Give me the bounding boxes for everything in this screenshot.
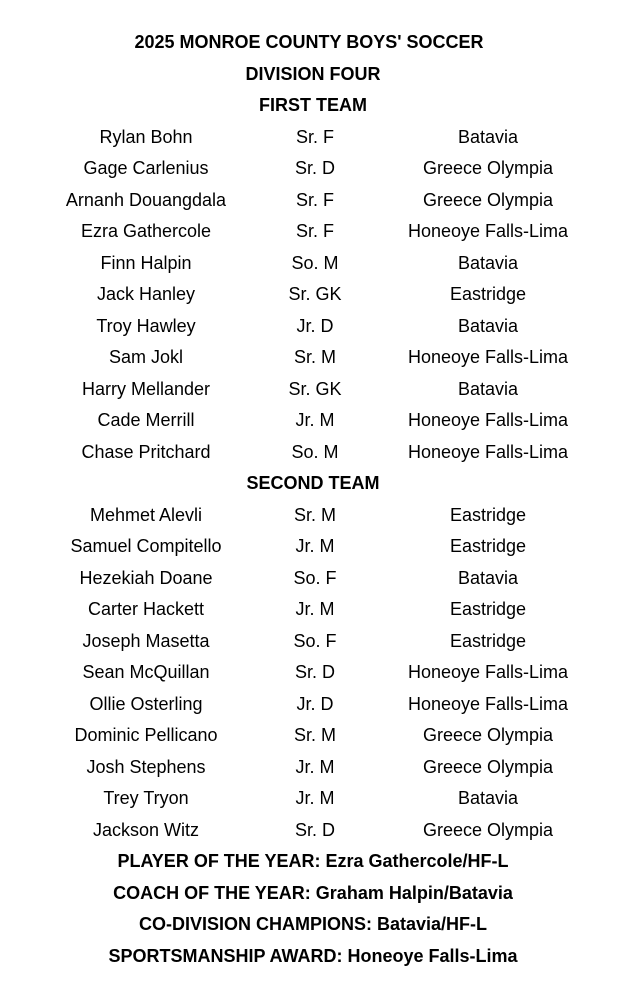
player-team: Honeoye Falls-Lima (407, 410, 569, 430)
player-row (0, 657, 626, 689)
player-name: Samuel Compitello (70, 536, 222, 556)
player-name: Ezra Gathercole (80, 221, 212, 241)
player-row (0, 405, 626, 437)
player-team: Batavia (457, 567, 519, 588)
player-position: Sr. M (293, 504, 336, 525)
player-row (0, 216, 626, 248)
player-position: So. M (291, 441, 339, 462)
player-name: Finn Halpin (100, 252, 192, 273)
player-position: So. M (291, 252, 339, 273)
first-team-list (0, 122, 626, 469)
player-position: So. F (293, 630, 337, 651)
player-name: Ollie Osterling (89, 693, 203, 714)
player-team: Greece Olympia (422, 158, 554, 178)
sportsmanship-award: SPORTSMANSHIP AWARD: Honeoye Falls-Lima (108, 945, 518, 966)
player-position: Sr. D (294, 662, 335, 682)
player-name: Sam Jokl (108, 347, 184, 367)
player-name: Harry Mellander (81, 378, 211, 399)
player-position: Jr. M (295, 599, 335, 619)
player-row (0, 153, 626, 185)
second-team-heading: SECOND TEAM (246, 473, 380, 493)
player-position: Sr. GK (288, 378, 342, 399)
player-name: Troy Hawley (96, 315, 196, 336)
player-row (0, 689, 626, 721)
player-row (0, 374, 626, 406)
player-team: Eastridge (449, 536, 527, 556)
division-champions: CO-DIVISION CHAMPIONS: Batavia/HF-L (138, 914, 488, 934)
player-row (0, 311, 626, 343)
player-position: Jr. D (296, 315, 334, 336)
player-position: Sr. M (293, 725, 336, 745)
player-position: Jr. M (295, 410, 335, 430)
player-team: Honeoye Falls-Lima (407, 221, 569, 241)
coach-of-the-year: COACH OF THE YEAR: Graham Halpin/Batavia (113, 882, 513, 903)
player-team: Batavia (457, 378, 519, 399)
first-team-heading: FIRST TEAM (259, 95, 367, 115)
document-title: 2025 MONROE COUNTY BOYS' SOCCER (134, 32, 484, 52)
player-name: Josh Stephens (86, 756, 206, 777)
player-team: Batavia (457, 788, 519, 808)
player-row (0, 437, 626, 469)
player-row (0, 185, 626, 217)
player-row (0, 752, 626, 784)
player-name: Dominic Pellicano (74, 725, 218, 745)
player-name: Mehmet Alevli (89, 504, 203, 525)
player-position: Sr. D (294, 158, 335, 178)
player-row (0, 122, 626, 154)
player-row (0, 500, 626, 532)
player-position: Jr. M (295, 788, 335, 808)
player-team: Eastridge (449, 284, 527, 304)
player-name: Trey Tryon (103, 788, 189, 808)
player-position: So. F (293, 567, 337, 588)
player-team: Batavia (457, 126, 519, 147)
player-position: Sr. M (293, 347, 336, 367)
player-team: Greece Olympia (422, 725, 554, 745)
player-name: Joseph Masetta (82, 630, 210, 651)
player-row (0, 594, 626, 626)
player-row (0, 531, 626, 563)
player-position: Sr. F (295, 189, 334, 210)
player-name: Rylan Bohn (99, 126, 193, 147)
player-team: Batavia (457, 315, 519, 336)
player-name: Gage Carlenius (83, 158, 209, 178)
player-team: Honeoye Falls-Lima (407, 347, 569, 367)
player-name: Cade Merrill (97, 410, 195, 430)
player-team: Batavia (457, 252, 519, 273)
player-position: Sr. F (295, 126, 334, 147)
player-name: Carter Hackett (87, 599, 205, 619)
player-name: Hezekiah Doane (79, 567, 213, 588)
player-team: Eastridge (449, 504, 527, 525)
player-name: Arnanh Douangdala (65, 189, 227, 210)
division-heading: DIVISION FOUR (245, 63, 381, 84)
player-row (0, 626, 626, 658)
player-row (0, 563, 626, 595)
player-row (0, 248, 626, 280)
player-name: Jack Hanley (96, 284, 196, 304)
player-name: Chase Pritchard (81, 441, 211, 462)
player-team: Honeoye Falls-Lima (407, 662, 569, 682)
player-row (0, 720, 626, 752)
player-name: Sean McQuillan (82, 662, 210, 682)
second-team-list (0, 500, 626, 847)
player-position: Sr. D (294, 819, 335, 840)
player-team: Greece Olympia (422, 756, 554, 777)
player-team: Greece Olympia (422, 189, 554, 210)
player-of-the-year: PLAYER OF THE YEAR: Ezra Gathercole/HF-L (117, 851, 509, 871)
player-team: Eastridge (449, 630, 527, 651)
player-position: Jr. M (295, 536, 335, 556)
player-row (0, 279, 626, 311)
player-row (0, 815, 626, 847)
awards-section (0, 846, 626, 972)
player-position: Jr. D (296, 693, 334, 714)
player-team: Eastridge (449, 599, 527, 619)
player-team: Honeoye Falls-Lima (407, 693, 569, 714)
player-team: Greece Olympia (422, 819, 554, 840)
player-row (0, 783, 626, 815)
all-star-document (0, 27, 626, 972)
player-row (0, 342, 626, 374)
player-position: Sr. F (295, 221, 334, 241)
player-position: Sr. GK (288, 284, 342, 304)
player-name: Jackson Witz (92, 819, 200, 840)
player-position: Jr. M (295, 756, 335, 777)
player-team: Honeoye Falls-Lima (407, 441, 569, 462)
